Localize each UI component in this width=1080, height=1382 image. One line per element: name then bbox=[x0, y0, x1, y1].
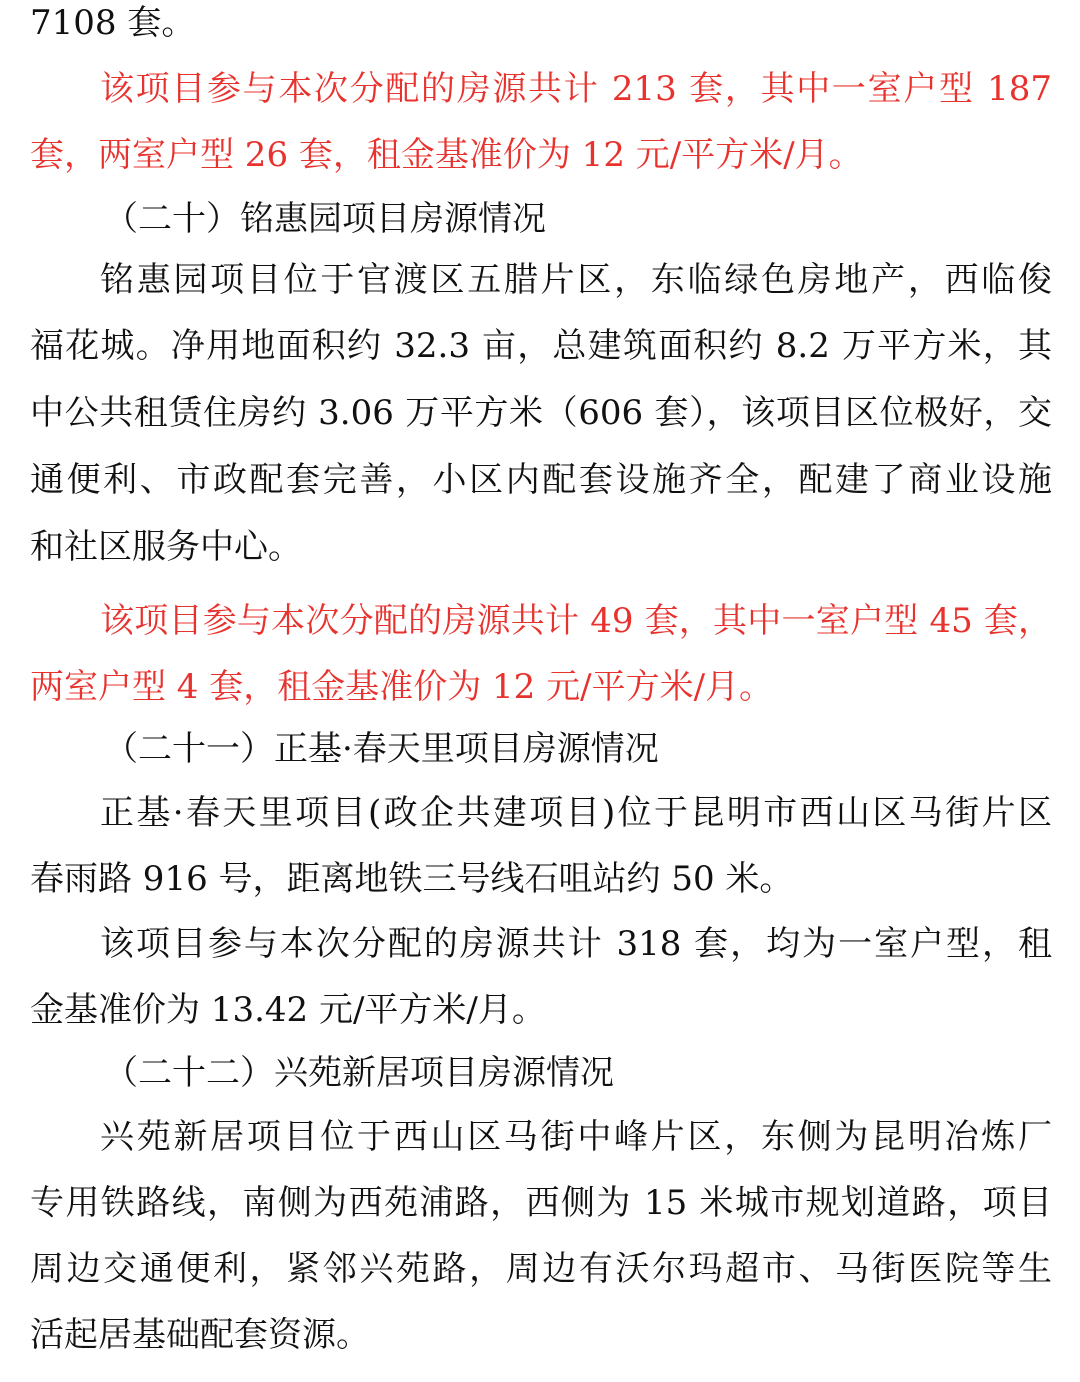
text-line-chuntianli-1: 正基·春天里项目(政企共建项目)位于昆明市西山区马街片区 bbox=[100, 793, 1052, 833]
text-line-minghuiyuan-1: 铭惠园项目位于官渡区五腊片区，东临绿色房地产，西临俊 bbox=[100, 260, 1052, 300]
text-line-paragraph-end: 7108 套。 bbox=[30, 3, 196, 43]
section-heading-21: （二十一）正基·春天里项目房源情况 bbox=[104, 729, 659, 769]
text-line-allocation-21-b: 金基准价为 13.42 元/平方米/月。 bbox=[30, 990, 546, 1030]
text-line-xingyuan-1: 兴苑新居项目位于西山区马街中峰片区，东侧为昆明冶炼厂 bbox=[100, 1117, 1052, 1157]
text-line-minghuiyuan-5: 和社区服务中心。 bbox=[30, 527, 302, 567]
text-line-xingyuan-3: 周边交通便利，紧邻兴苑路，周边有沃尔玛超市、马街医院等生 bbox=[30, 1249, 1052, 1289]
text-line-allocation-19-a: 该项目参与本次分配的房源共计 213 套，其中一室户型 187 bbox=[100, 69, 1052, 109]
section-heading-20: （二十）铭惠园项目房源情况 bbox=[104, 199, 546, 239]
text-line-allocation-19-b: 套，两室户型 26 套，租金基准价为 12 元/平方米/月。 bbox=[30, 135, 863, 175]
text-line-minghuiyuan-3: 中公共租赁住房约 3.06 万平方米（606 套），该项目区位极好，交 bbox=[30, 393, 1052, 433]
text-line-minghuiyuan-2: 福花城。净用地面积约 32.3 亩，总建筑面积约 8.2 万平方米，其 bbox=[30, 326, 1052, 366]
text-line-allocation-20-b: 两室户型 4 套，租金基准价为 12 元/平方米/月。 bbox=[30, 667, 774, 707]
section-heading-22: （二十二）兴苑新居项目房源情况 bbox=[104, 1053, 614, 1093]
text-line-allocation-20-a: 该项目参与本次分配的房源共计 49 套，其中一室户型 45 套， bbox=[100, 601, 1052, 641]
text-line-xingyuan-4: 活起居基础配套资源。 bbox=[30, 1315, 370, 1355]
text-line-allocation-21-a: 该项目参与本次分配的房源共计 318 套，均为一室户型，租 bbox=[100, 924, 1052, 964]
text-line-minghuiyuan-4: 通便利、市政配套完善，小区内配套设施齐全，配建了商业设施 bbox=[30, 460, 1052, 500]
text-line-xingyuan-2: 专用铁路线，南侧为西苑浦路，西侧为 15 米城市规划道路，项目 bbox=[30, 1183, 1052, 1223]
text-line-chuntianli-2: 春雨路 916 号，距离地铁三号线石咀站约 50 米。 bbox=[30, 859, 794, 899]
